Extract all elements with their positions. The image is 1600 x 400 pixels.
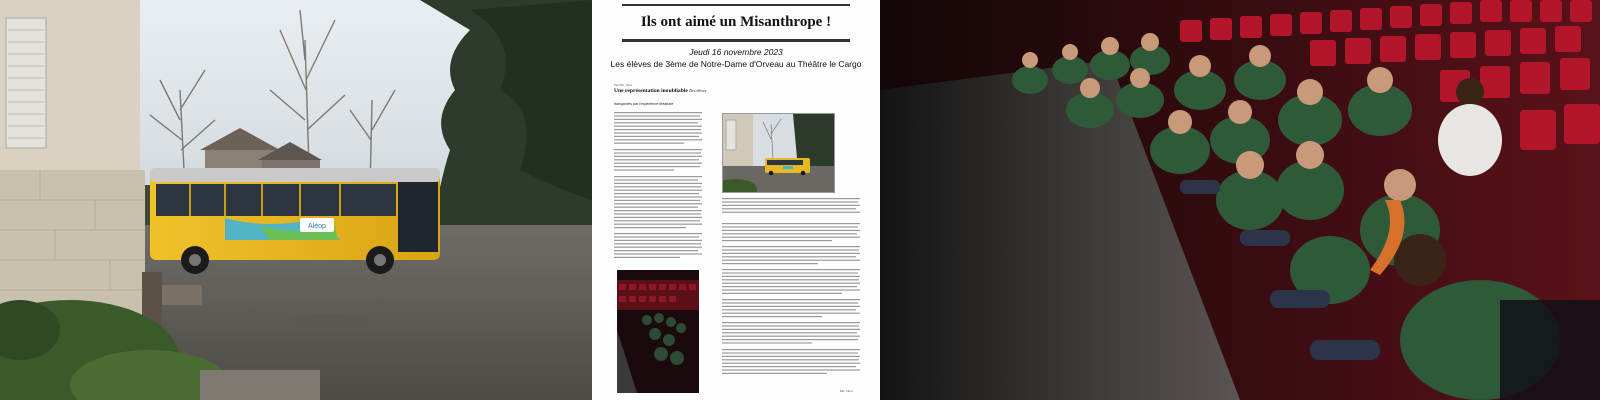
title-box [622, 4, 850, 42]
article-heading [614, 88, 724, 95]
caption-lines [722, 198, 860, 216]
signoff: Mic, Nino [840, 389, 853, 393]
newsletter-page [592, 0, 880, 400]
students-theatre-photo [880, 0, 1600, 400]
date-line: Jeudi 16 novembre 2023 [689, 47, 783, 57]
subtitle-line: Les élèves de 3ème de Notre-Dame d'Orveau au Théâtre le Cargo [610, 59, 862, 69]
text-lines-right [722, 223, 860, 388]
article-column-left [614, 112, 702, 262]
article-subheading: transportés par l'expérience théâtrale [614, 102, 674, 106]
inset-caption [722, 198, 860, 217]
bus-logo: Aléop [308, 223, 326, 230]
article-heading-text: Une représentation inoubliable [614, 88, 688, 94]
byline: Par Mic, Nino [614, 83, 633, 87]
article-heading-note: Des élèves [689, 88, 707, 93]
bus-shape [150, 168, 440, 274]
bus-courtyard-photo [0, 0, 592, 400]
text-lines-left [614, 112, 702, 262]
page-title: Ils ont aimé un Misanthrope ! [640, 14, 832, 30]
article-column-right [722, 223, 860, 388]
inset-bus-photo [722, 113, 835, 193]
inset-theatre-photo [617, 270, 699, 393]
